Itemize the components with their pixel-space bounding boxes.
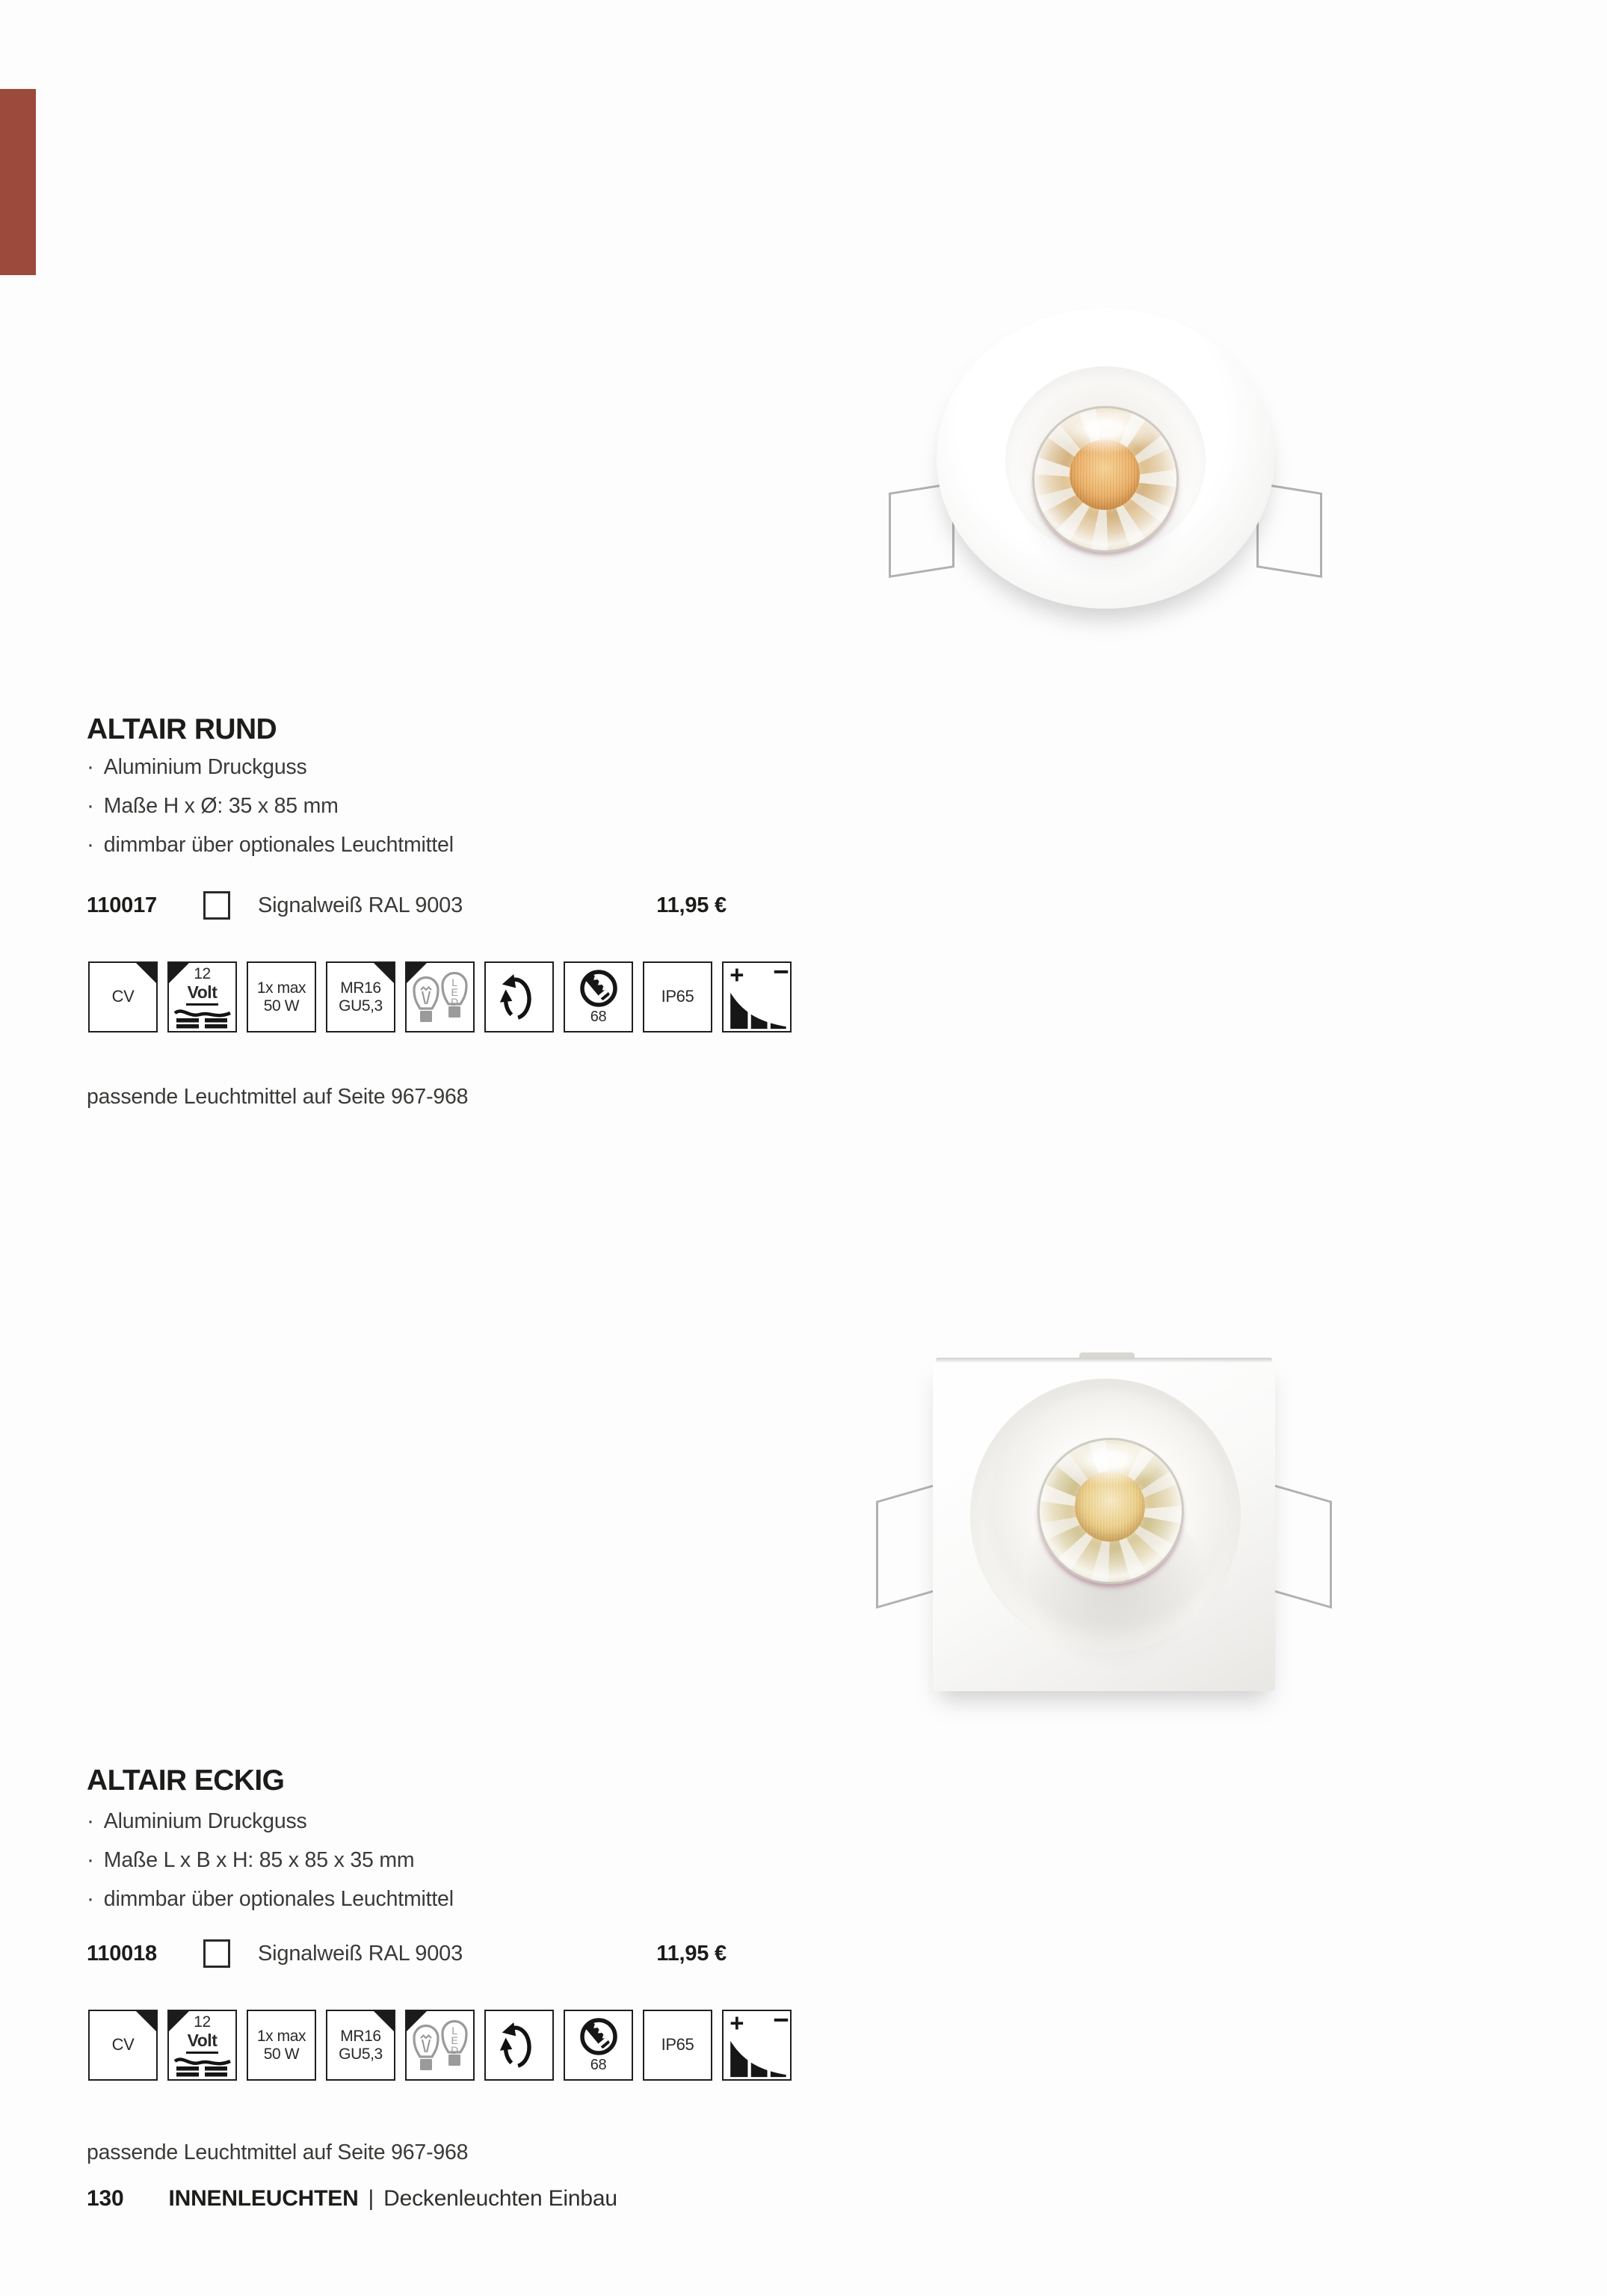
volt-unit: Volt — [186, 983, 219, 1006]
price: 11,95 € — [656, 1941, 727, 1966]
bullet-item — [87, 1841, 454, 1880]
article-number: 110017 — [87, 893, 157, 917]
dimmer-curve-icon — [725, 964, 789, 1030]
corner-triangle-icon — [136, 2011, 156, 2031]
svg-text:D: D — [450, 2043, 458, 2056]
volt-unit: Volt — [186, 2031, 219, 2054]
svg-text:+: + — [729, 964, 744, 989]
icon-rotatable — [484, 961, 554, 1032]
ip-label: IP65 — [661, 2035, 694, 2055]
article-row — [87, 1938, 727, 1969]
gu53-lamp — [1034, 408, 1176, 550]
product-photo-square — [933, 1358, 1275, 1691]
wattage-line1: 1x max — [256, 979, 306, 997]
icon-12volt — [167, 961, 237, 1032]
icon-rotatable — [484, 2010, 554, 2081]
bullet-text: Aluminium Druckguss — [103, 754, 307, 779]
corner-triangle-icon — [374, 2011, 394, 2031]
bullet-text: Aluminium Druckguss — [103, 1809, 307, 1833]
wattage-line1: 1x max — [256, 2027, 306, 2045]
article-row — [87, 890, 727, 921]
svg-text:+: + — [729, 2012, 744, 2037]
svg-text:−: − — [772, 964, 789, 988]
rotation-arrows-icon — [496, 2021, 543, 2070]
footer-section: INNENLEUCHTEN — [168, 2186, 359, 2211]
hole-saw-icon — [575, 2016, 623, 2058]
bullet-dot: · — [87, 832, 94, 857]
bulb-led-icon — [442, 2021, 466, 2066]
icon-dimmer — [722, 961, 792, 1032]
bullet-text: dimmbar über optionales Leuchtmittel — [103, 832, 454, 857]
section-tab-marker — [0, 89, 36, 275]
wattage-line2: 50 W — [263, 2045, 300, 2063]
gu53-lamp — [1040, 1440, 1182, 1582]
svg-text:L: L — [451, 2024, 457, 2037]
icon-max-wattage — [247, 2010, 316, 2081]
lamp-reference-note: passende Leuchtmittel auf Seite 967-968 — [87, 1084, 469, 1109]
corner-triangle-icon — [407, 963, 427, 983]
product-title: ALTAIR RUND — [87, 713, 277, 746]
product-photo-round — [937, 308, 1274, 609]
socket-line2: GU5,3 — [339, 2045, 383, 2063]
bullet-dot: · — [87, 1886, 94, 1911]
corner-triangle-icon — [374, 963, 394, 983]
page-number: 130 — [87, 2186, 124, 2211]
bulb-halogen-icon — [414, 2025, 438, 2070]
socket-line1: MR16 — [340, 2027, 381, 2045]
icon-bulb-types — [405, 2010, 475, 2081]
icon-bulb-types — [405, 961, 475, 1032]
bullet-text: dimmbar über optionales Leuchtmittel — [103, 1886, 454, 1911]
svg-text:−: − — [772, 2012, 789, 2036]
volt-value: 12 — [194, 965, 211, 983]
svg-text:E: E — [451, 985, 457, 998]
bullet-dot: · — [87, 754, 94, 779]
footer-subsection: Deckenleuchten Einbau — [383, 2186, 617, 2211]
svg-text:L: L — [451, 976, 457, 988]
svg-text:D: D — [450, 995, 458, 1008]
ac-dc-wave-icon — [172, 1006, 233, 1029]
bullet-dot: · — [87, 1809, 94, 1833]
bullet-item — [87, 1802, 454, 1841]
article-number: 110018 — [87, 1941, 157, 1966]
dimmer-curve-icon — [725, 2012, 789, 2078]
icon-cutout-68 — [564, 2010, 633, 2081]
icon-socket-mr16 — [326, 961, 395, 1032]
volt-value: 12 — [194, 2013, 211, 2031]
bulb-led-icon — [442, 973, 466, 1018]
ac-dc-wave-icon — [172, 2054, 233, 2077]
color-checkbox[interactable] — [203, 891, 230, 920]
bullet-item — [87, 1880, 454, 1918]
icon-socket-mr16 — [326, 2010, 395, 2081]
lamp-rim — [1032, 406, 1179, 553]
product-title: ALTAIR ECKIG — [87, 1764, 285, 1797]
icon-cutout-68 — [564, 961, 633, 1032]
hole-saw-icon — [575, 968, 623, 1010]
svg-text:E: E — [451, 2034, 457, 2046]
lamp-rim — [1037, 1438, 1184, 1584]
rotation-arrows-icon — [496, 973, 543, 1022]
icon-12volt — [167, 2010, 237, 2081]
bullet-text: Maße H x Ø: 35 x 85 mm — [103, 793, 339, 818]
icon-ip65 — [643, 2010, 712, 2081]
icon-cv — [88, 961, 158, 1032]
color-label: Signalweiß RAL 9003 — [258, 1941, 463, 1966]
socket-line2: GU5,3 — [339, 997, 383, 1015]
ip-label: IP65 — [661, 987, 694, 1006]
bullet-item — [87, 825, 454, 864]
corner-triangle-icon — [136, 963, 156, 983]
wattage-line2: 50 W — [263, 997, 300, 1015]
hole-diameter: 68 — [590, 1009, 607, 1026]
bullet-item — [87, 748, 454, 787]
bullet-dot: · — [87, 1847, 94, 1872]
footer-separator: | — [368, 2186, 374, 2211]
icon-dimmer — [722, 2010, 792, 2081]
bulb-halogen-icon — [414, 977, 438, 1022]
page-footer — [87, 2186, 617, 2212]
corner-triangle-icon — [169, 963, 189, 983]
product-bullets — [87, 748, 454, 864]
cv-label: CV — [111, 2035, 135, 2055]
lamp-reference-note: passende Leuchtmittel auf Seite 967-968 — [87, 2140, 469, 2164]
corner-triangle-icon — [169, 2011, 189, 2031]
hole-diameter: 68 — [590, 2057, 607, 2074]
icon-cv — [88, 2010, 158, 2081]
corner-triangle-icon — [407, 2011, 427, 2031]
color-label: Signalweiß RAL 9003 — [258, 893, 463, 917]
product-bullets — [87, 1802, 454, 1918]
bullet-item — [87, 787, 454, 825]
icon-max-wattage — [247, 961, 316, 1032]
price: 11,95 € — [656, 893, 727, 917]
bullet-text: Maße L x B x H: 85 x 85 x 35 mm — [103, 1847, 415, 1872]
cv-label: CV — [111, 987, 135, 1006]
plate-top-edge — [936, 1358, 1272, 1363]
icon-ip65 — [643, 961, 712, 1032]
color-checkbox[interactable] — [203, 1939, 230, 1968]
icon-row — [88, 2010, 792, 2081]
bullet-dot: · — [87, 793, 94, 818]
icon-row — [88, 961, 792, 1032]
socket-line1: MR16 — [340, 979, 381, 997]
